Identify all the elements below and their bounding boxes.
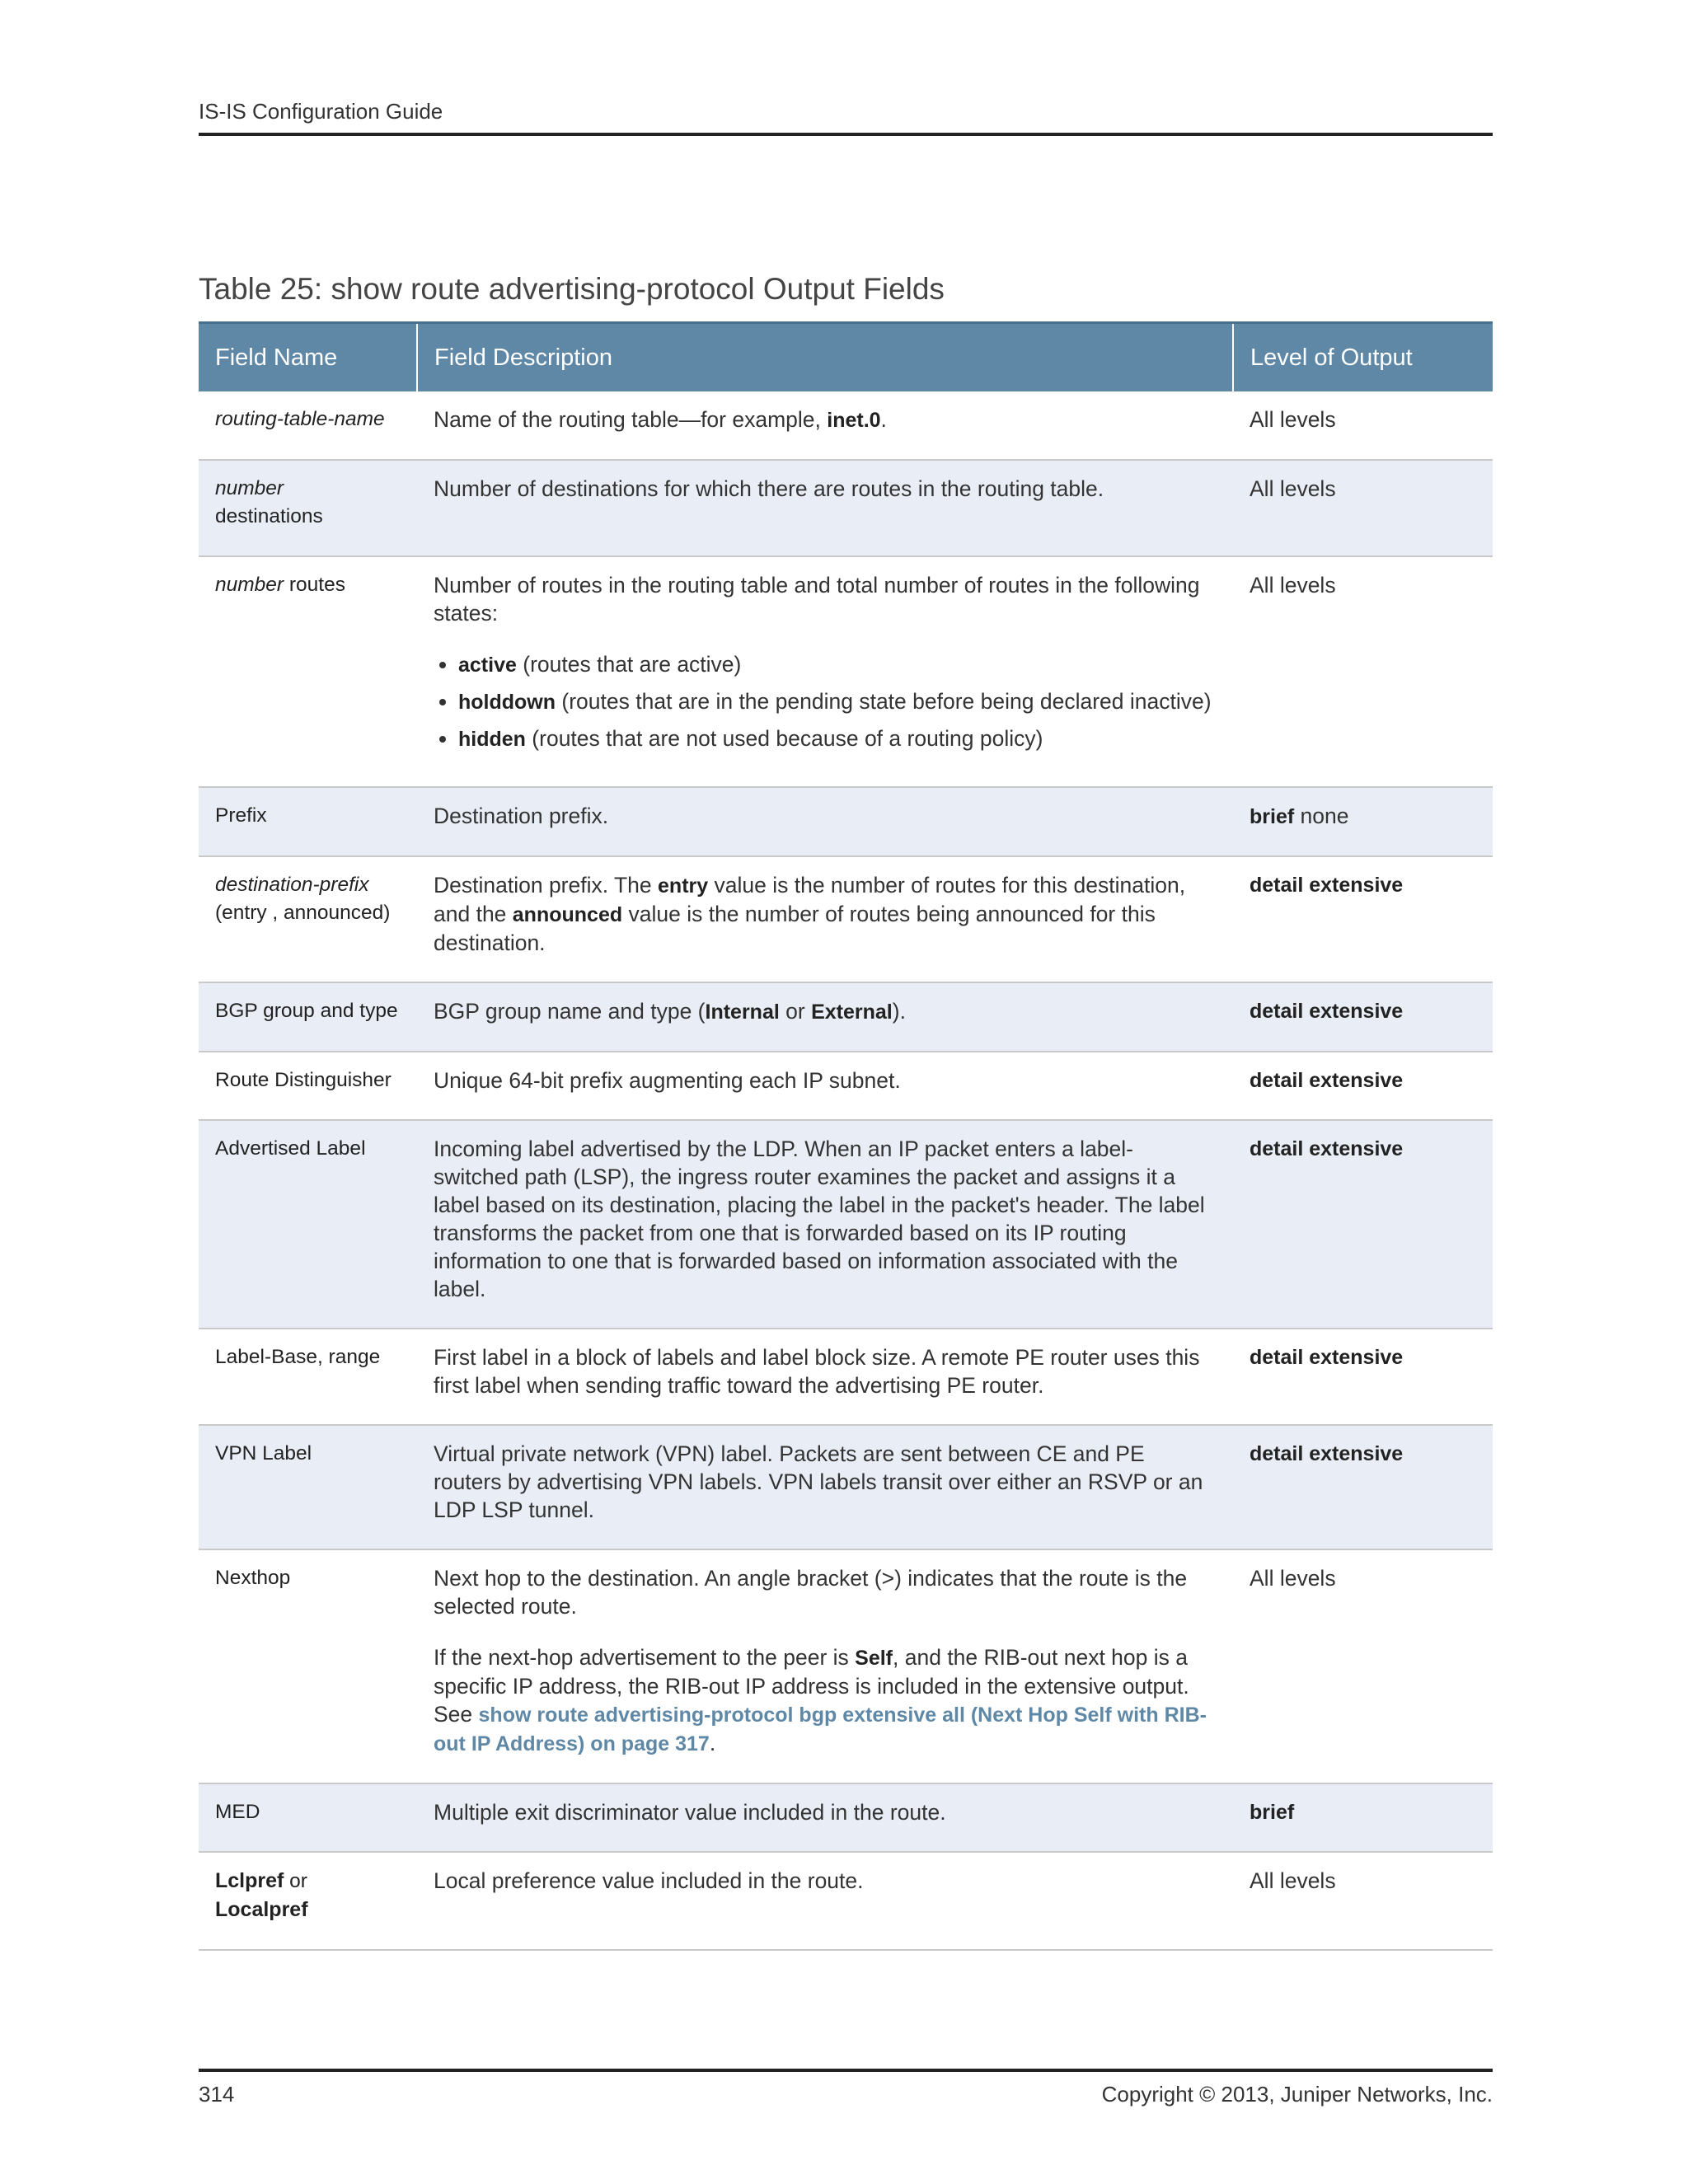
code-term: Internal: [705, 1001, 780, 1024]
state-text: (routes that are active): [516, 652, 742, 677]
output-fields-table: [199, 321, 1493, 1951]
field-name-text: destinations: [215, 505, 323, 527]
code-term: entry: [658, 874, 709, 898]
column-header-field-name: Field Name: [199, 323, 417, 392]
table-row: [199, 1425, 1493, 1549]
output-level: [1233, 787, 1493, 856]
code-term: Self: [855, 1647, 893, 1670]
output-level: All levels: [1233, 1852, 1493, 1950]
field-name-text: routes: [284, 574, 345, 596]
state-term: active: [458, 654, 517, 677]
table-header-row: [199, 323, 1493, 392]
page-footer: [199, 2069, 1493, 2107]
output-level: detail extensive: [1233, 982, 1493, 1052]
code-term: announced: [512, 903, 623, 926]
table-row: [199, 1052, 1493, 1120]
description-text: .: [709, 1731, 716, 1755]
field-description: [417, 982, 1233, 1052]
table-row: [199, 856, 1493, 982]
table-row: [199, 1120, 1493, 1329]
state-term: holddown: [458, 691, 556, 714]
description-text: or: [779, 999, 812, 1024]
description-paragraph: [434, 1643, 1217, 1758]
field-description: Local preference value included in the route.: [417, 1852, 1233, 1950]
field-name: [199, 391, 417, 460]
description-text: .: [880, 407, 887, 432]
output-level: detail extensive: [1233, 856, 1493, 982]
list-item: [458, 687, 1217, 716]
field-name-text: Localpref: [215, 1898, 308, 1921]
table-row: [199, 391, 1493, 460]
field-description: Incoming label advertised by the LDP. When an IP packet enters a label-switched path (LSP), the ingress router examines the packet and assigns it a label based on its destination, placing the label in the packet's header. The label transforms the packet from one that is forwarded based on its IP routing information to one that is forwarded based on information associated with the label.: [417, 1120, 1233, 1329]
state-list: [434, 650, 1217, 753]
page-number: 314: [199, 2082, 235, 2107]
field-description: First label in a block of labels and label block size. A remote PE router uses this first label when sending traffic toward the advertising PE router.: [417, 1329, 1233, 1425]
description-text: BGP group name and type (: [434, 999, 706, 1024]
output-level: All levels: [1233, 460, 1493, 556]
description-text: Next hop to the destination. An angle bracket (>) indicates that the route is the selected route.: [434, 1566, 1188, 1619]
field-description: [417, 556, 1233, 787]
list-item: [458, 650, 1217, 679]
field-name: BGP group and type: [199, 982, 417, 1052]
state-text: (routes that are not used because of a routing policy): [525, 726, 1043, 751]
description-text: ).: [892, 999, 906, 1024]
table-row: [199, 982, 1493, 1052]
level-keyword: brief: [1250, 805, 1295, 828]
field-name-variable: number: [215, 477, 284, 499]
description-text: Name of the routing table—for example,: [434, 407, 828, 432]
copyright: Copyright © 2013, Juniper Networks, Inc.: [1101, 2082, 1493, 2107]
output-level: brief: [1233, 1783, 1493, 1852]
guide-title: IS-IS Configuration Guide: [199, 99, 443, 124]
list-item: [458, 724, 1217, 753]
field-name: VPN Label: [199, 1425, 417, 1549]
field-name-text: or: [284, 1870, 307, 1892]
output-level: detail extensive: [1233, 1120, 1493, 1329]
field-description: [417, 856, 1233, 982]
column-header-field-description: Field Description: [417, 323, 1233, 392]
field-description: Unique 64-bit prefix augmenting each IP subnet.: [417, 1052, 1233, 1120]
field-description: Multiple exit discriminator value included in the route.: [417, 1783, 1233, 1852]
field-description: [417, 1549, 1233, 1783]
field-name-variable: number: [215, 574, 284, 596]
field-name-text: Lclpref: [215, 1869, 284, 1892]
level-text: none: [1294, 804, 1349, 828]
field-name: [199, 556, 417, 787]
output-level: detail extensive: [1233, 1052, 1493, 1120]
field-name: Label-Base, range: [199, 1329, 417, 1425]
field-name-text: routing-table-name: [215, 408, 385, 430]
field-name: [199, 856, 417, 982]
table-row: [199, 1549, 1493, 1783]
output-level: detail extensive: [1233, 1425, 1493, 1549]
description-text: Number of routes in the routing table and total number of routes in the following states:: [434, 573, 1200, 626]
state-term: hidden: [458, 728, 526, 751]
table-title: Table 25: show route advertising-protocol Output Fields: [199, 272, 945, 306]
description-text: If the next-hop advertisement to the peer is: [434, 1645, 856, 1670]
field-name: [199, 1852, 417, 1950]
output-level: detail extensive: [1233, 1329, 1493, 1425]
description-text: value is the number of routes for this destination, and the: [434, 873, 1186, 926]
cross-reference-link[interactable]: show route advertising-protocol bgp extensive all (Next Hop Self with RIB-out IP Address) on page 317: [434, 1704, 1207, 1755]
table-row: [199, 460, 1493, 556]
description-text: , and the RIB-out next hop is a specific IP address, the RIB-out IP address is included in the extensive output. See: [434, 1645, 1189, 1727]
table-row: [199, 556, 1493, 787]
field-name: Route Distinguisher: [199, 1052, 417, 1120]
page-header: [199, 99, 1493, 136]
field-name: Nexthop: [199, 1549, 417, 1783]
field-description: Virtual private network (VPN) label. Packets are sent between CE and PE routers by advertising VPN labels. VPN labels transit over either an RSVP or an LDP LSP tunnel.: [417, 1425, 1233, 1549]
code-term: External: [811, 1001, 893, 1024]
field-name: Prefix: [199, 787, 417, 856]
output-level: All levels: [1233, 556, 1493, 787]
field-name: [199, 460, 417, 556]
output-level: All levels: [1233, 1549, 1493, 1783]
description-text: Destination prefix. The: [434, 873, 659, 898]
table-row: [199, 1329, 1493, 1425]
field-description: [417, 391, 1233, 460]
field-name-variable: destination-prefix: [215, 874, 369, 896]
field-name-text: (entry , announced): [215, 902, 391, 924]
description-text: value is the number of routes being announced for this destination.: [434, 902, 1156, 955]
table-row: [199, 1783, 1493, 1852]
field-name: MED: [199, 1783, 417, 1852]
field-name: Advertised Label: [199, 1120, 417, 1329]
table-row: [199, 787, 1493, 856]
field-description: Destination prefix.: [417, 787, 1233, 856]
output-level: All levels: [1233, 391, 1493, 460]
table-row: [199, 1852, 1493, 1950]
code-term: inet.0: [827, 409, 881, 432]
state-text: (routes that are in the pending state before being declared inactive): [556, 689, 1212, 714]
field-description: Number of destinations for which there are routes in the routing table.: [417, 460, 1233, 556]
column-header-level-of-output: Level of Output: [1233, 323, 1493, 392]
